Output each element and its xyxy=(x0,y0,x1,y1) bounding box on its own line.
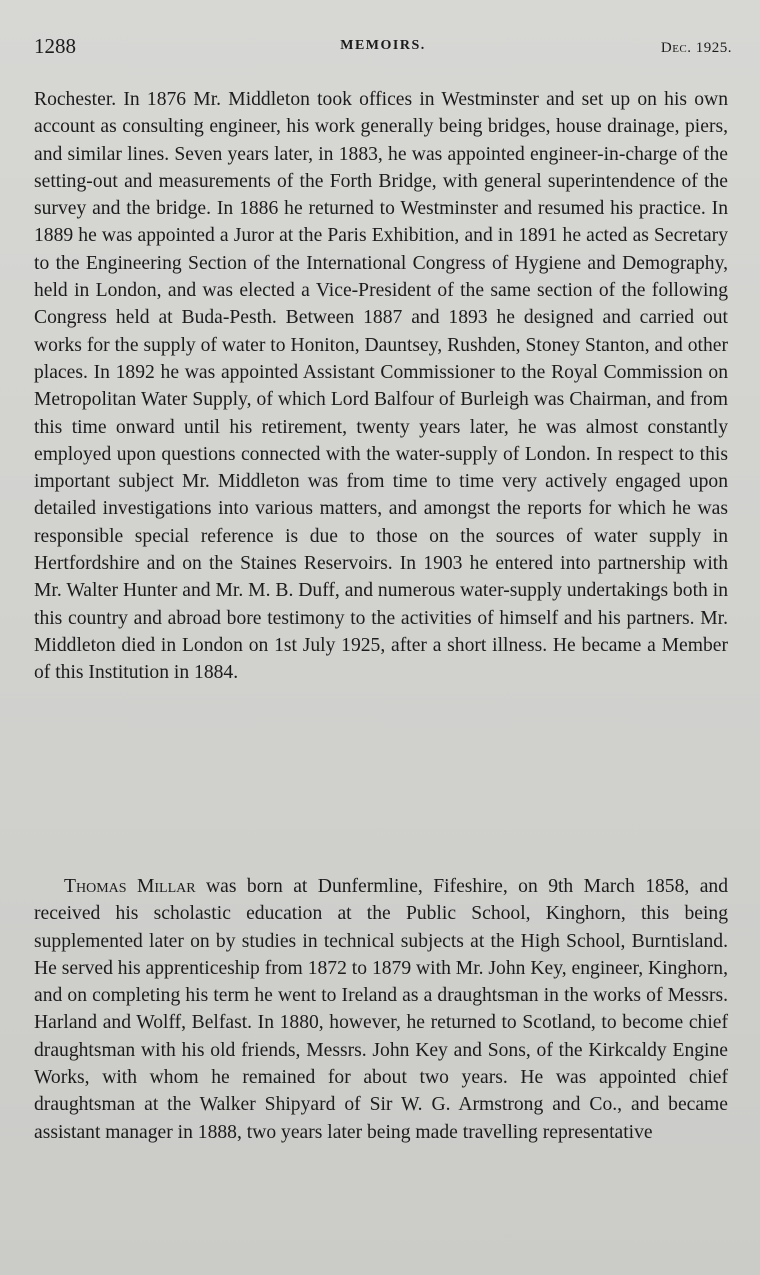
memoir-subject-name: Thomas Millar xyxy=(64,876,196,897)
memoir-millar-paragraph xyxy=(34,873,728,1146)
page-number: 1288 xyxy=(34,34,76,58)
memoir-millar-text: was born at Dunfermline, Fifeshire, on 9th March 1858, and received his scholastic education at the Public School, Kinghorn, this being supplemented later on by studies in technical subjects at the High School, Burntisland. He served his apprenticeship from 1872 to 1879 with Mr. John Key, engineer, Kinghorn, and on completing his term he went to Ireland as a draughtsman in the works of Messrs. Harland and Wolff, Belfast. In 1880, however, he returned to Scotland, to become chief draughtsman with his old friends, Messrs. John Key and Sons, of the Kirkcaldy Engine Works, with whom he remained for about two years. He was appointed chief draughtsman at the Walker Shipyard of Sir W. G. Armstrong and Co., and became assistant manager in 1888, two years later being made travelling representative xyxy=(34,876,728,1143)
memoir-middleton-block xyxy=(34,86,728,687)
memoir-middleton-paragraph: Rochester. In 1876 Mr. Middleton took offices in Westminster and set up on his own account as consulting engineer, his work generally being bridges, house drainage, piers, and similar lines. Seven years later, in 1883, he was appointed engineer-in-charge of the setting-out and measurements of the Forth Bridge, with general superintendence of the survey and the bridge. In 1886 he returned to Westminster and resumed his practice. In 1889 he was appointed a Juror at the Paris Exhibition, and in 1891 he acted as Secretary to the Engineering Section of the International Congress of Hygiene and Demography, held in London, and was elected a Vice-President of the same section of the following Congress held at Buda-Pesth. Between 1887 and 1893 he designed and carried out works for the supply of water to Honiton, Dauntsey, Rushden, Stoney Stanton, and other places. In 1892 he was appointed Assistant Commissioner to the Royal Commission on Metropolitan Water Supply, of which Lord Balfour of Burleigh was Chairman, and from this time onward until his retirement, twenty years later, he was almost constantly employed upon questions connected with the water-supply of London. In respect to this important subject Mr. Middleton was from time to time very actively engaged upon detailed investigations into various matters, and amongst the reports for which he was responsible special reference is due to those on the sources of water supply in Hertfordshire and on the Staines Reservoirs. In 1903 he entered into partnership with Mr. Walter Hunter and Mr. M. B. Duff, and numerous water-supply undertakings both in this country and abroad bore testimony to the activities of himself and his partners. Mr. Middleton died in London on 1st July 1925, after a short illness. He became a Member of this Institution in 1884. xyxy=(34,89,728,684)
header-date: Dec. 1925. xyxy=(660,40,732,56)
running-title: MEMOIRS. xyxy=(340,38,426,53)
memoir-millar-block xyxy=(34,873,728,1146)
page-header xyxy=(34,34,732,64)
